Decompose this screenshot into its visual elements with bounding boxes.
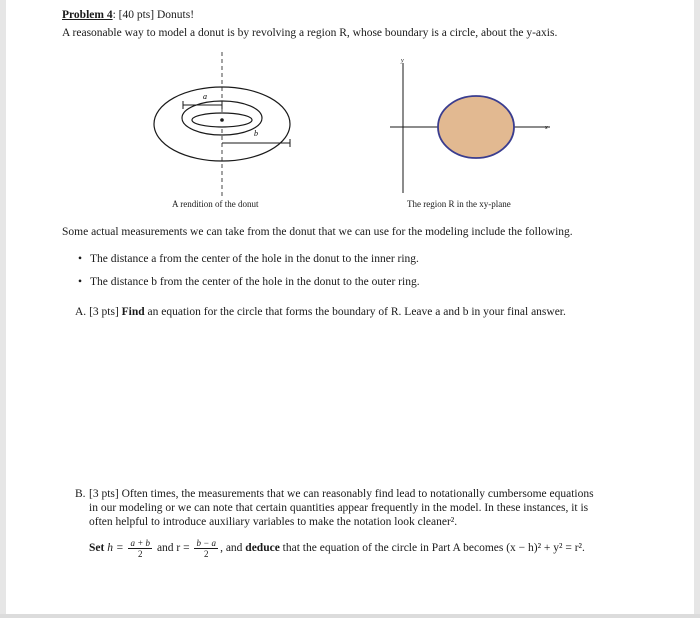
h-lhs: h = (107, 542, 124, 555)
part-a-label: A. (75, 306, 87, 318)
part-b-label: B. (75, 488, 86, 500)
problem-name: Donuts! (157, 9, 195, 21)
label-b: b (254, 129, 258, 138)
h-fraction (128, 538, 152, 559)
part-b-body (75, 488, 640, 529)
part-b-set-line (89, 538, 585, 568)
r-numerator: b − a (196, 538, 217, 548)
set-word: Set (89, 542, 105, 555)
deduce-word: deduce (245, 542, 280, 555)
region-figure (388, 55, 558, 195)
list-item (78, 275, 420, 289)
donut-caption: A rendition of the donut (172, 199, 259, 209)
bullet-text: The distance a from the center of the hole in the donut to the inner ring. (90, 253, 419, 265)
region-caption: The region R in the xy-plane (407, 199, 511, 209)
label-a: a (203, 92, 207, 101)
region-r-disk (438, 96, 514, 158)
bullet-dot: • (78, 276, 83, 288)
and-text: , and (220, 542, 243, 555)
part-b-line1: Often times, the measurements that we can reasonably find lead to notationally cumbersome equations (121, 488, 594, 500)
problem-title: Problem 4: [40 pts] Donuts! (62, 9, 195, 21)
list-item (78, 252, 419, 266)
h-numerator: a + b (130, 538, 151, 548)
part-b-line3: often helpful to introduce auxiliary variables to make the notation look cleaner². (89, 515, 458, 528)
part-a (75, 305, 566, 319)
final-text: that the equation of the circle in Part A becomes (x − h)² + y² = r². (282, 542, 585, 555)
part-b-line2: in our modeling or we can note that certain quantities appear frequently in the model. In these instances, it is (89, 501, 589, 514)
center-point (220, 118, 224, 122)
measurements-intro: Some actual measurements we can take from the donut that we can use for the modeling include the following. (62, 226, 573, 238)
part-a-points: [3 pts] (89, 306, 119, 318)
x-axis-label: x (545, 125, 548, 131)
and-r-text: and r = (156, 542, 190, 555)
part-b (75, 488, 640, 529)
donut-figure (140, 50, 310, 198)
r-fraction (194, 538, 218, 559)
h-denominator: 2 (138, 549, 143, 559)
part-a-verb: Find (121, 306, 145, 318)
left-frame-edge (0, 0, 6, 618)
r-denominator: 2 (204, 549, 209, 559)
part-a-text: an equation for the circle that forms the boundary of R. Leave a and b in your final answer. (147, 306, 566, 318)
problem-label: Problem 4 (62, 9, 113, 21)
right-frame-edge (694, 0, 700, 618)
part-b-points: [3 pts] (89, 488, 119, 500)
y-axis-label: y (401, 58, 404, 64)
bullet-text: The distance b from the center of the hole in the donut to the outer ring. (90, 276, 420, 288)
bottom-frame-edge (0, 614, 700, 618)
problem-points: [40 pts] (118, 9, 155, 21)
bullet-dot: • (78, 253, 83, 265)
problem-intro: A reasonable way to model a donut is by revolving a region R, whose boundary is a circle, about the y-axis. (62, 27, 558, 39)
